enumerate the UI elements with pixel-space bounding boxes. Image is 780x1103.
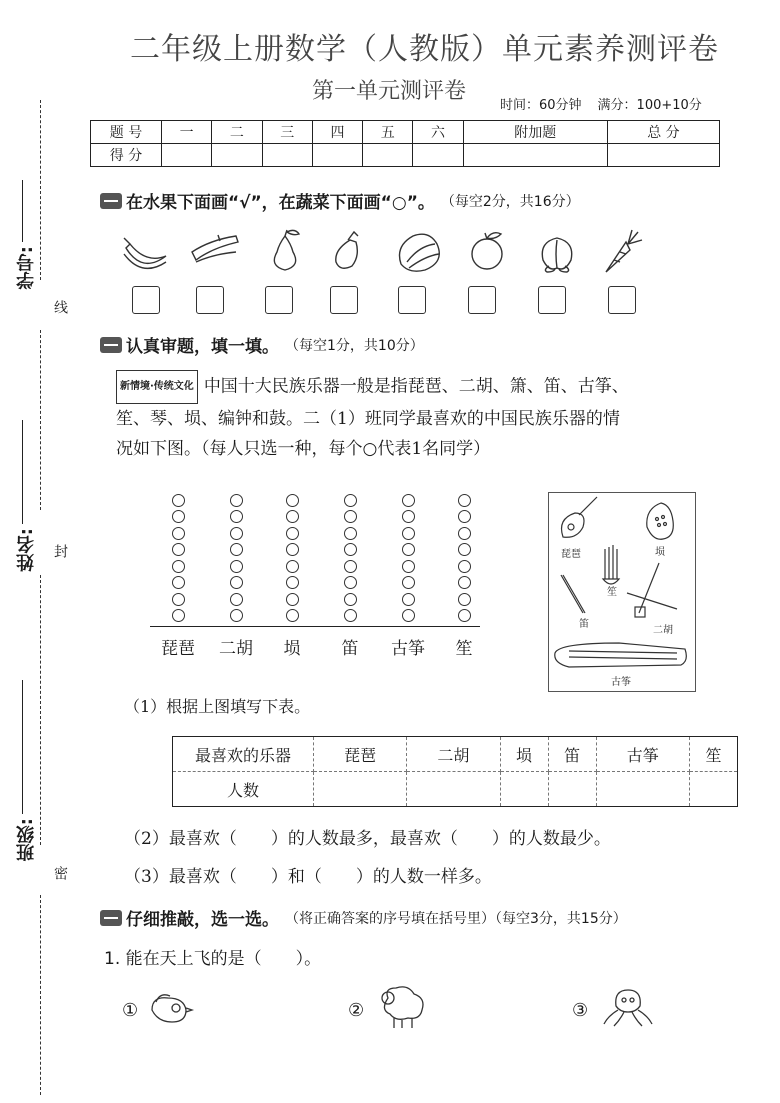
section3-title: 仔细推敲，选一选。	[126, 910, 279, 930]
pictograph-circle	[172, 593, 185, 606]
answer-box[interactable]	[196, 286, 224, 314]
pictograph-circle	[230, 510, 243, 523]
pictograph-circle	[172, 527, 185, 540]
score-cell[interactable]	[463, 144, 607, 167]
section2-heading	[100, 332, 424, 357]
di-icon	[561, 575, 585, 613]
pictograph-circle	[286, 593, 299, 606]
pictograph-circle	[458, 560, 471, 573]
pictograph-circle	[344, 527, 357, 540]
octopus-icon	[600, 986, 656, 1030]
pictograph-circle	[344, 543, 357, 556]
unit-subtitle: 第一单元测评卷	[312, 79, 467, 104]
score-header-cell: 五	[363, 121, 413, 144]
pictograph-circle	[230, 494, 243, 507]
pictograph-category-label: 笛	[341, 639, 359, 659]
table-header-cell: 笙	[689, 737, 737, 772]
seal-seal-char: 封	[52, 544, 68, 558]
section2-title: 认真审题，填一填。	[126, 337, 279, 357]
binding-dashline	[40, 100, 41, 280]
section3-score-note: （将正确答案的序号填在括号里）（每空3分，共15分）	[285, 910, 627, 927]
pictograph-circle	[458, 543, 471, 556]
pictograph-circle	[402, 543, 415, 556]
pictograph-circle	[286, 510, 299, 523]
answer-box[interactable]	[468, 286, 496, 314]
pictograph-circle	[172, 494, 185, 507]
pictograph-category-label: 琵琶	[161, 639, 195, 659]
pictograph-circle	[344, 560, 357, 573]
pictograph-circle	[344, 593, 357, 606]
score-header-cell: 题 号	[91, 121, 162, 144]
pictograph-circle	[230, 527, 243, 540]
pictograph-circle	[286, 609, 299, 622]
score-cell[interactable]	[262, 144, 312, 167]
full-mark: 满分：100+10分	[597, 98, 702, 113]
count-cell[interactable]	[548, 772, 596, 807]
section-number-badge	[100, 193, 122, 209]
score-table	[90, 120, 720, 167]
student-no-blank[interactable]	[22, 180, 23, 242]
score-cell[interactable]	[312, 144, 362, 167]
guzheng-icon	[555, 643, 687, 667]
pictograph-circle	[402, 576, 415, 589]
paragraph-line-1: 中国十大民族乐器一般是指琵琶、二胡、箫、笛、古筝、	[203, 376, 629, 397]
produce-row	[120, 226, 650, 276]
binding-dashline	[40, 895, 41, 1095]
table-row-label: 人数	[173, 772, 314, 807]
peach-icon	[542, 238, 571, 272]
banana-icon	[124, 238, 166, 268]
favorite-instrument-table	[172, 736, 738, 807]
answer-box[interactable]	[608, 286, 636, 314]
section-number-badge	[100, 337, 122, 353]
pictograph-circle	[402, 593, 415, 606]
pipa-icon	[562, 497, 598, 537]
section1-title: 在水果下面画“√”，在蔬菜下面画“○”。	[126, 193, 435, 213]
bird-icon	[146, 986, 196, 1028]
time-limit: 时间：60分钟	[500, 98, 582, 113]
pictograph-baseline	[150, 626, 480, 627]
pictograph-circle	[458, 609, 471, 622]
answer-box[interactable]	[330, 286, 358, 314]
cabbage-icon	[400, 234, 440, 271]
pictograph-circle	[172, 576, 185, 589]
section-number-badge	[100, 910, 122, 926]
section1-score-note: （每空2分，共16分）	[440, 193, 580, 210]
pictograph-circle	[286, 527, 299, 540]
pictograph-circle	[458, 527, 471, 540]
score-header-row	[91, 121, 720, 144]
score-header-cell: 二	[212, 121, 262, 144]
pictograph-category-label: 二胡	[219, 639, 253, 659]
pear-icon	[274, 230, 299, 270]
table-header-cell: 琵琶	[314, 737, 407, 772]
pictograph-circle	[230, 576, 243, 589]
answer-box[interactable]	[265, 286, 293, 314]
score-cell[interactable]	[162, 144, 212, 167]
pictograph-circle	[286, 576, 299, 589]
name-blank[interactable]	[22, 420, 23, 524]
pictograph-circle	[402, 527, 415, 540]
class-blank[interactable]	[22, 680, 23, 814]
table-row	[173, 772, 738, 807]
student-no-label: 学号:	[16, 246, 37, 290]
pictograph-circle	[458, 593, 471, 606]
table-header-cell: 笛	[548, 737, 596, 772]
pictograph-circle	[458, 576, 471, 589]
pictograph-circle	[344, 576, 357, 589]
question-2-1: （1）根据上图填写下表。	[124, 697, 311, 716]
pictograph-circle	[402, 609, 415, 622]
sheng-icon	[603, 545, 619, 584]
di-label: 笛	[579, 619, 589, 630]
score-header-cell: 总 分	[607, 121, 719, 144]
binding-dashline	[40, 330, 41, 510]
score-header-cell: 四	[312, 121, 362, 144]
pictograph-circle	[230, 609, 243, 622]
question-3-1: 1. 能在天上飞的是（ ）。	[104, 949, 322, 969]
erhu-icon	[627, 563, 677, 617]
pictograph-circle	[458, 494, 471, 507]
score-header-cell: 三	[262, 121, 312, 144]
xun-icon	[647, 503, 674, 539]
pipa-label: 琵琶	[561, 549, 581, 560]
paragraph-line-2: 笙、琴、埙、编钟和鼓。二（1）班同学最喜欢的中国民族乐器的情	[116, 409, 620, 429]
binding-dashline	[40, 575, 41, 845]
pictograph-category-label: 古筝	[391, 639, 425, 659]
guzheng-label: 古筝	[611, 677, 631, 688]
pictograph-circle	[402, 560, 415, 573]
option-3-marker[interactable]: ③	[572, 1000, 589, 1021]
yam-icon	[192, 235, 238, 262]
pictograph-circle	[230, 593, 243, 606]
option-1-marker[interactable]: ①	[122, 1000, 139, 1021]
score-cell[interactable]	[212, 144, 262, 167]
class-label: 班级:	[16, 818, 37, 862]
pictograph-circle	[286, 560, 299, 573]
sheng-label: 笙	[607, 587, 617, 598]
seal-line-char: 线	[52, 300, 68, 314]
table-header-cell: 古筝	[596, 737, 689, 772]
pictograph-circle	[402, 510, 415, 523]
carrot-icon	[606, 230, 642, 272]
xun-label: 埙	[655, 547, 665, 558]
instruments-drawing	[549, 493, 695, 691]
sheep-icon	[374, 984, 430, 1030]
erhu-label: 二胡	[653, 625, 673, 636]
section3-heading	[100, 905, 627, 930]
pictograph-circle	[458, 510, 471, 523]
pictograph-chart	[150, 488, 480, 668]
name-label: 姓名:	[16, 528, 37, 572]
table-header-cell: 最喜欢的乐器	[173, 737, 314, 772]
section1-heading	[100, 188, 580, 213]
count-cell[interactable]	[314, 772, 407, 807]
table-header-cell: 二胡	[407, 737, 500, 772]
question-2-3: （3）最喜欢（ ）和（ ）的人数一样多。	[124, 867, 492, 887]
count-cell[interactable]	[596, 772, 689, 807]
score-row-label: 得 分	[91, 144, 162, 167]
pictograph-circle	[172, 510, 185, 523]
orange-icon	[472, 233, 502, 269]
section2-score-note: （每空1分，共10分）	[285, 337, 424, 354]
score-header-cell: 附加题	[463, 121, 607, 144]
pictograph-circle	[230, 543, 243, 556]
new-context-tag: 新情境·传统文化	[116, 370, 198, 404]
pictograph-category-label: 笙	[455, 639, 473, 659]
eggplant-icon	[336, 232, 358, 268]
count-cell[interactable]	[500, 772, 548, 807]
exam-info	[500, 94, 702, 113]
score-header-cell: 六	[413, 121, 463, 144]
paper-title: 二年级上册数学（人教版）单元素养测评卷	[130, 32, 719, 67]
count-cell[interactable]	[407, 772, 500, 807]
question-2-2: （2）最喜欢（ ）的人数最多，最喜欢（ ）的人数最少。	[124, 829, 611, 849]
count-cell[interactable]	[689, 772, 737, 807]
answer-box[interactable]	[538, 286, 566, 314]
seal-secret-char: 密	[52, 866, 68, 880]
pictograph-circle	[172, 560, 185, 573]
table-header-cell: 埙	[500, 737, 548, 772]
score-cell[interactable]	[607, 144, 719, 167]
pictograph-circle	[344, 510, 357, 523]
score-cell[interactable]	[363, 144, 413, 167]
answer-box[interactable]	[398, 286, 426, 314]
answer-box[interactable]	[132, 286, 160, 314]
pictograph-circle	[286, 543, 299, 556]
pictograph-circle	[230, 560, 243, 573]
context-paragraph	[116, 370, 746, 464]
pictograph-circle	[344, 494, 357, 507]
pictograph-circle	[286, 494, 299, 507]
score-header-cell: 一	[162, 121, 212, 144]
option-2-marker[interactable]: ②	[348, 1000, 365, 1021]
pictograph-circle	[172, 609, 185, 622]
pictograph-circle	[344, 609, 357, 622]
score-cell[interactable]	[413, 144, 463, 167]
pictograph-circle	[172, 543, 185, 556]
paragraph-line-3: 况如下图。（每人只选一种，每个○代表1名同学）	[116, 439, 491, 459]
pictograph-category-label: 埙	[283, 639, 301, 659]
score-value-row	[91, 144, 720, 167]
table-header-row	[173, 737, 738, 772]
instruments-picture	[548, 492, 696, 692]
pictograph-circle	[402, 494, 415, 507]
